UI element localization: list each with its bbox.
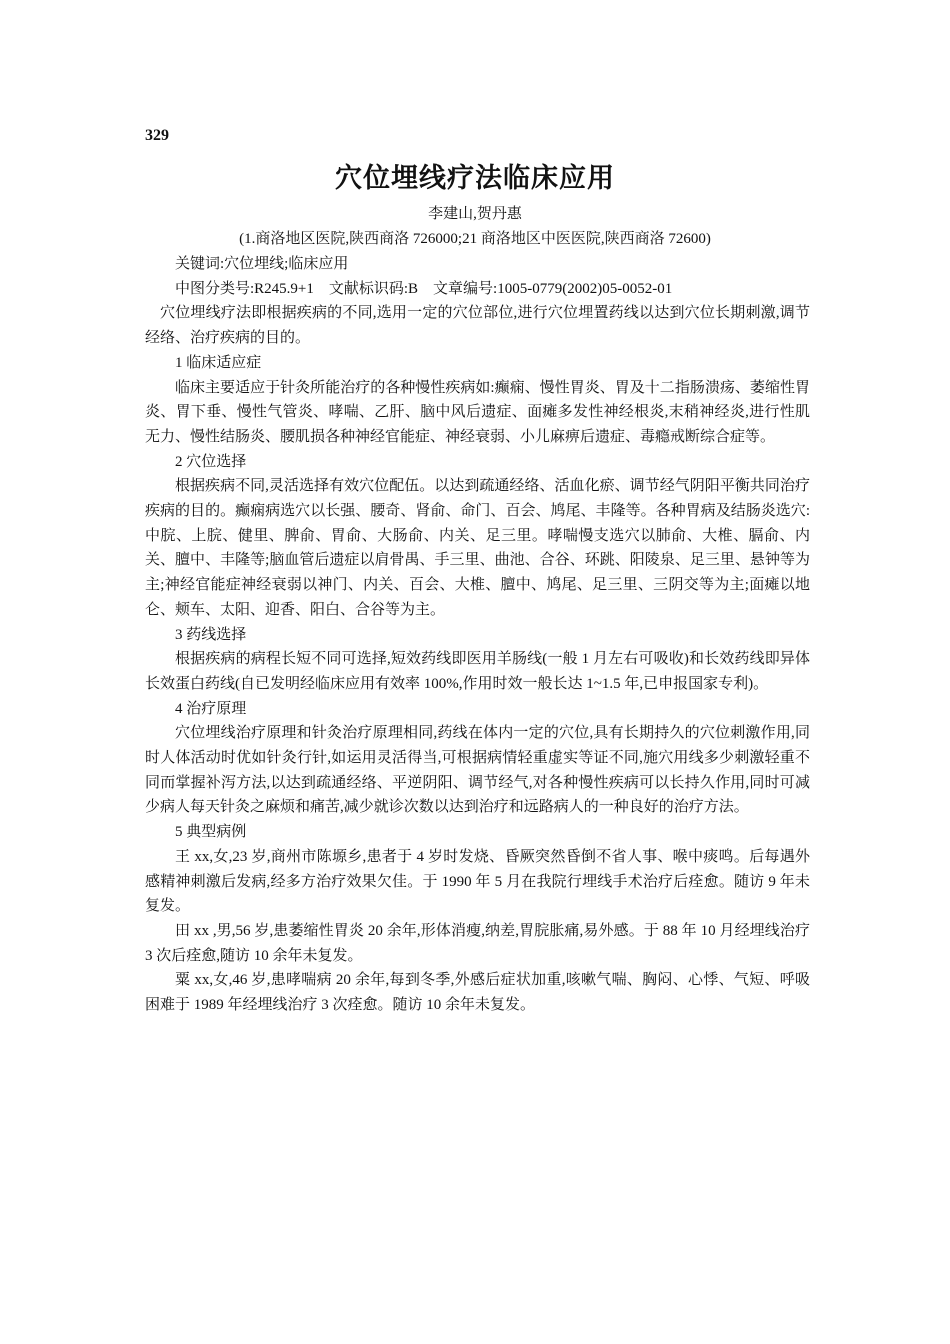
- classification-line: 中图分类号:R245.9+1 文献标识码:B 文章编号:1005-0779(2002)05-0052-01: [175, 280, 673, 297]
- section-heading: 3 药线选择: [175, 626, 247, 643]
- case-paragraph: 粟 xx,女,46 岁,患哮喘病 20 余年,每到冬季,外感后症状加重,咳嗽气喘、胸闷、心悸、气短、呼吸困难于 1989 年经埋线治疗 3 次痊愈。随访 10 余年未复发。: [145, 972, 810, 1014]
- case-paragraph: 田 xx ,男,56 岁,患萎缩性胃炎 20 余年,形体消瘦,纳差,胃脘胀痛,易外感。于 88 年 10 月经埋线治疗 3 次后痊愈,随访 10 余年未复发。: [145, 922, 810, 964]
- section-paragraph: 根据疾病不同,灵活选择有效穴位配伍。以达到疏通经络、活血化瘀、调节经气阴阳平衡共同治疗疾病的目的。癫痫病选穴以长强、腰奇、肾俞、命门、百会、鸠尾、丰隆等。各种胃病及结肠炎选穴:中脘、上脘、健里、脾俞、胃俞、大肠俞、内关、足三里。哮喘慢支选穴以肺俞、大椎、膈俞、内关、膻中、丰隆等;脑血管后遗症以肩骨禺、手三里、曲池、合谷、环跳、阳陵泉、足三里、悬钟等为主;神经官能症神经衰弱以神门、内关、百会、大椎、膻中、鸠尾、足三里、三阴交等为主;面瘫以地仑、颊车、太阳、迎香、阳白、合谷等为主。: [145, 478, 810, 618]
- section-paragraph: 临床主要适应于针灸所能治疗的各种慢性疾病如:癫痫、慢性胃炎、胃及十二指肠溃疡、萎缩性胃炎、胃下垂、慢性气管炎、哮喘、乙肝、脑中风后遗症、面瘫多发性神经根炎,末稍神经炎,进行性肌无力、慢性结肠炎、腰肌损各种神经官能症、神经衰弱、小儿麻痹后遗症、毒瘾戒断综合症等。: [145, 379, 810, 445]
- article-body: [145, 252, 810, 1018]
- affiliations: (1.商洛地区医院,陕西商洛 726000;21 商洛地区中医医院,陕西商洛 72600): [239, 231, 711, 247]
- section-paragraph: 根据疾病的病程长短不同可选择,短效药线即医用羊肠线(一般 1 月左右可吸收)和长效药线即异体长效蛋白药线(自已发明经临床应用有效率 100%,作用时效一般长达 1~1.5 年,已申报国家专利)。: [145, 651, 810, 692]
- section-paragraph: 穴位埋线治疗原理和针灸治疗原理相同,药线在体内一定的穴位,具有长期持久的穴位刺激作用,同时人体活动时优如针灸行针,如运用灵活得当,可根据病情轻重虚实等证不同,施穴用线多少刺激轻重不同而掌握补泻方法,以达到疏通经络、平逆阴阳、调节经气,对各种慢性疾病可以长持久作用,同时可减少病人每天针灸之麻烦和痛苦,减少就诊次数以达到治疗和远路病人的一种良好的治疗方法。: [145, 725, 810, 816]
- section-heading: 4 治疗原理: [175, 700, 247, 717]
- section-heading: 5 典型病例: [175, 824, 247, 841]
- intro-paragraph: 穴位埋线疗法即根据疾病的不同,选用一定的穴位部位,进行穴位埋置药线以达到穴位长期刺激,调节经络、治疗疾病的目的。: [145, 305, 810, 347]
- keywords: 关键词:穴位埋线;临床应用: [175, 256, 349, 272]
- authors: 李建山,贺丹惠: [428, 206, 522, 222]
- page-number: 329: [145, 127, 169, 144]
- article-title: 穴位埋线疗法临床应用: [335, 163, 615, 194]
- section-heading: 2 穴位选择: [175, 453, 247, 470]
- case-paragraph: 王 xx,女,23 岁,商州市陈塬乡,患者于 4 岁时发烧、昏厥突然昏倒不省人事、喉中痰鸣。后每遇外感精神刺激后发病,经多方治疗效果欠佳。于 1990 年 5 月在我院行埋线手术治疗后痊愈。随访 9 年未复发。: [145, 848, 810, 915]
- section-heading: 1 临床适应症: [175, 354, 262, 371]
